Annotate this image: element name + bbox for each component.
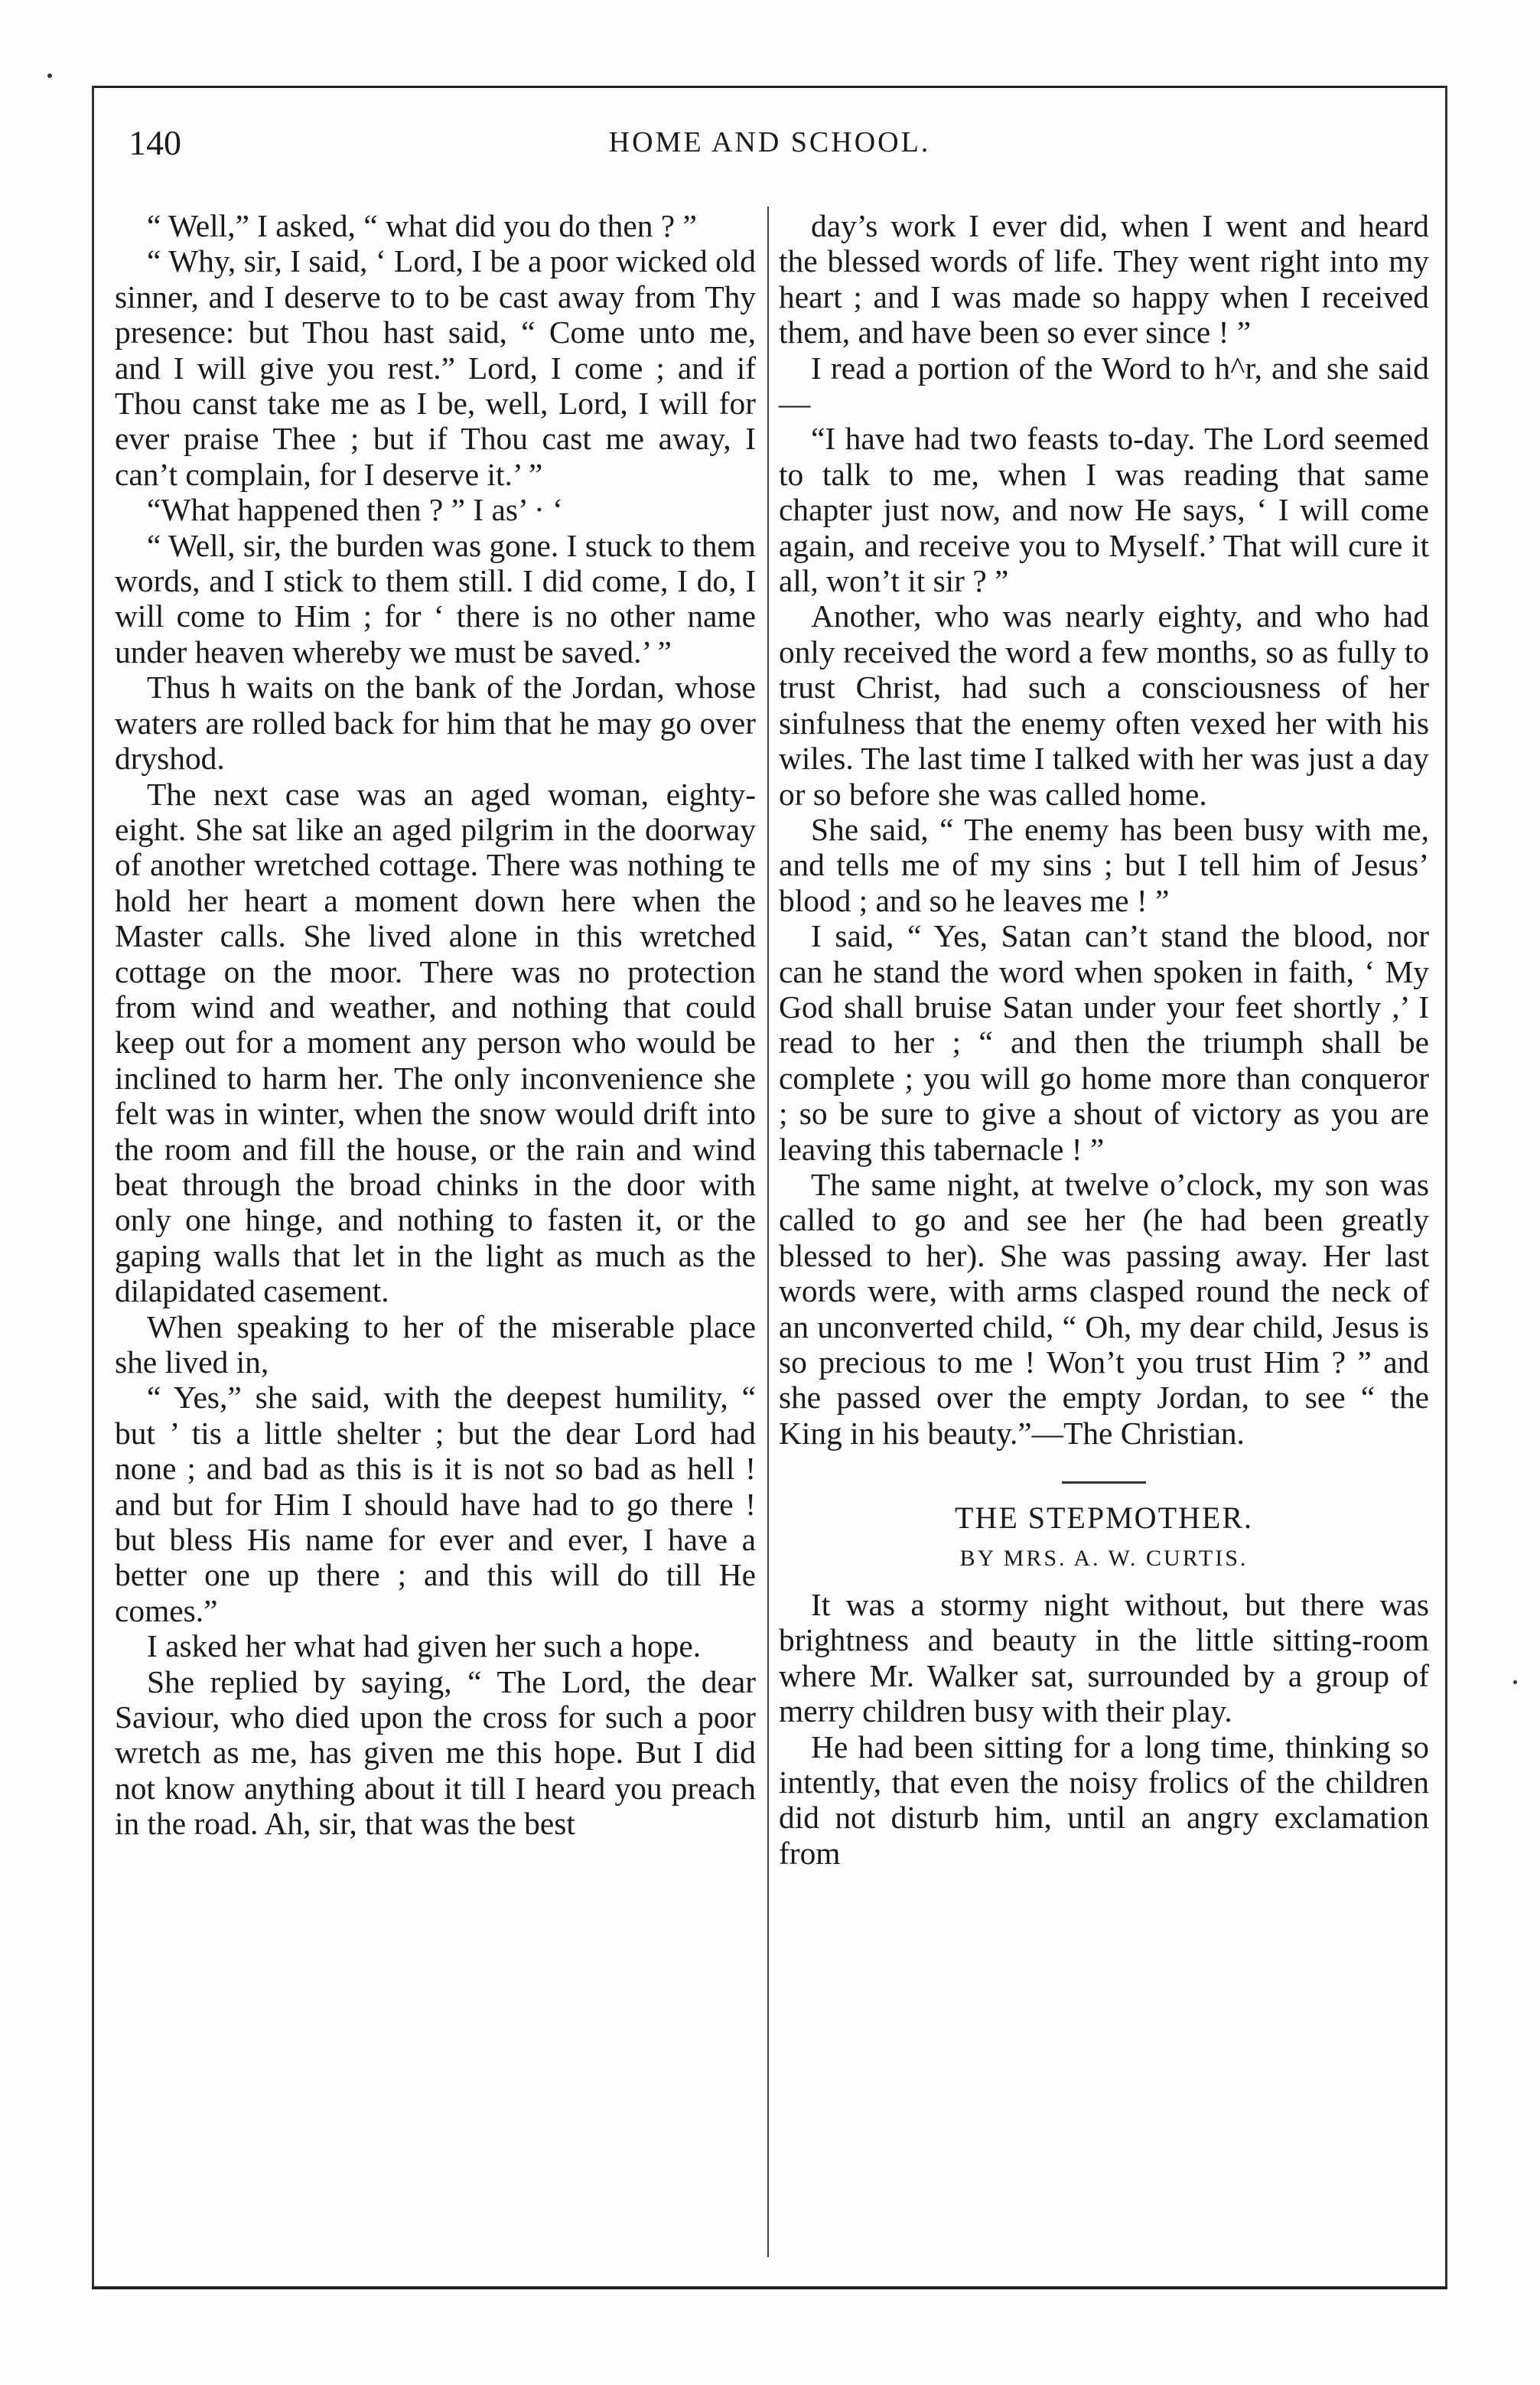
story-byline: BY MRS. A. W. CURTIS. [959, 1545, 1249, 1571]
paragraph: He had been sitting for a long time, thinking so intently, that even the noisy frolics of the children did not disturb him, until an angry exclamation from [779, 1728, 1429, 1871]
paragraph: “ Well, sir, the burden was gone. I stuck to them words, and I stick to them still. I did come, I do, I will come to Him ; for ‘ there is no other name under heaven whereby we must be saved.’ ” [115, 527, 756, 670]
speck-mark [1513, 1680, 1517, 1684]
column-divider [767, 207, 769, 2257]
paragraph: “ Yes,” she said, with the deepest humility, “ but ’ tis a little shelter ; but the dear Lord had none ; and bad as this is it is not so bad as hell ! and but for Him I should have had to go there ! but bless His name for ever and ever, I have a better one up there ; and this will do till He comes.” [115, 1380, 756, 1628]
page-number: 140 [129, 123, 181, 162]
paragraph: “What happened then ? ” I as’ · ‘ [147, 492, 563, 528]
paragraph: Another, who was nearly eighty, and who had only received the word a few months, so as fully to trust Christ, had such a consciousness of her sinfulness that the enemy often vexed her with his wiles. The last time I talked with her was just a day or so before she was called home. [779, 598, 1429, 812]
section-separator [1062, 1481, 1146, 1484]
right-border [1445, 86, 1447, 2289]
speck-mark [47, 73, 52, 78]
paragraph: When speaking to her of the miserable place she lived in, [115, 1308, 756, 1380]
paragraph: “ Why, sir, I said, ‘ Lord, I be a poor wicked old sinner, and I deserve to to be cast away from Thy presence: but Thou hast said, “ Come unto me, and I will give you rest.” Lord, I come ; and if Thou canst take me as I be, well, Lord, I will for ever praise Thee ; but if Thou cast me away, I can’t complain, for I deserve it.’ ” [115, 243, 756, 492]
left-column [115, 208, 756, 1842]
paragraph: The same night, at twelve o’clock, my son was called to go and see her (he had been greatly blessed to her). She was passing away. Her last words were, with arms clasped round the neck of an unconverted child, “ Oh, my dear child, Jesus is so precious to me ! Won’t you trust Him ? ” and she passed over the empty Jordan, to see “ the King in his beauty.”—The Christian. [779, 1166, 1429, 1451]
paragraph: She replied by saying, “ The Lord, the dear Saviour, who died upon the cross for such a poor wretch as me, has given me this hope. But I did not know anything about it till I heard you preach in the road. Ah, sir, that was the best [115, 1663, 756, 1842]
paragraph: I asked her what had given her such a hope. [147, 1628, 702, 1664]
top-rule [92, 86, 1447, 88]
paragraph: The next case was an aged woman, eighty-eight. She sat like an aged pilgrim in the doorway of another wretched cottage. There was nothing te hold her heart a moment down here when the Master calls. She lived alone in this wretched cottage on the moor. There was no protection from wind and weather, and nothing that could keep out for a moment any person who would be inclined to harm her. The only inconvenience she felt was in winter, when the snow would drift into the room and fill the house, or the rain and wind beat through the broad chinks in the door with only one hinge, and nothing to fasten it, or the gaping walls that let in the light as much as the dilapidated casement. [115, 776, 756, 1309]
paragraph: “ Well,” I asked, “ what did you do then ? ” [147, 208, 697, 243]
paragraph: I read a portion of the Word to h^r, and she said— [779, 350, 1429, 422]
paragraph: day’s work I ever did, when I went and heard the blessed words of life. They went right into my heart ; and I was made so happy when I received them, and have been so ever since ! ” [779, 208, 1429, 350]
paragraph: It was a stormy night without, but there was brightness and beauty in the little sitting-room where Mr. Walker sat, surrounded by a group of merry children busy with their play. [779, 1587, 1429, 1729]
paragraph: Thus h waits on the bank of the Jordan, whose waters are rolled back for him that he may go over dryshod. [115, 670, 756, 777]
paragraph: I said, “ Yes, Satan can’t stand the blood, nor can he stand the word when spoken in faith, ‘ My God shall bruise Satan under your feet shortly ,’ I read to her ; “ and then the triumph shall be complete ; you will go home more than conqueror ; so be sure to give a shout of victory as you are leaving this tabernacle ! ” [779, 918, 1429, 1167]
right-column [779, 208, 1429, 1871]
left-border [92, 86, 94, 2289]
page-header [92, 122, 1447, 168]
running-title: HOME AND SCHOOL. [608, 126, 931, 158]
story-title: THE STEPMOTHER. [955, 1500, 1253, 1536]
bottom-rule [92, 2286, 1447, 2289]
paragraph: “I have had two feasts to-day. The Lord seemed to talk to me, when I was reading that same chapter just now, and now He says, ‘ I will come again, and receive you to Myself.’ That will cure it all, won’t it sir ? ” [779, 421, 1429, 599]
paragraph: She said, “ The enemy has been busy with me, and tells me of my sins ; but I tell him of Jesus’ blood ; and so he leaves me ! ” [779, 811, 1429, 918]
